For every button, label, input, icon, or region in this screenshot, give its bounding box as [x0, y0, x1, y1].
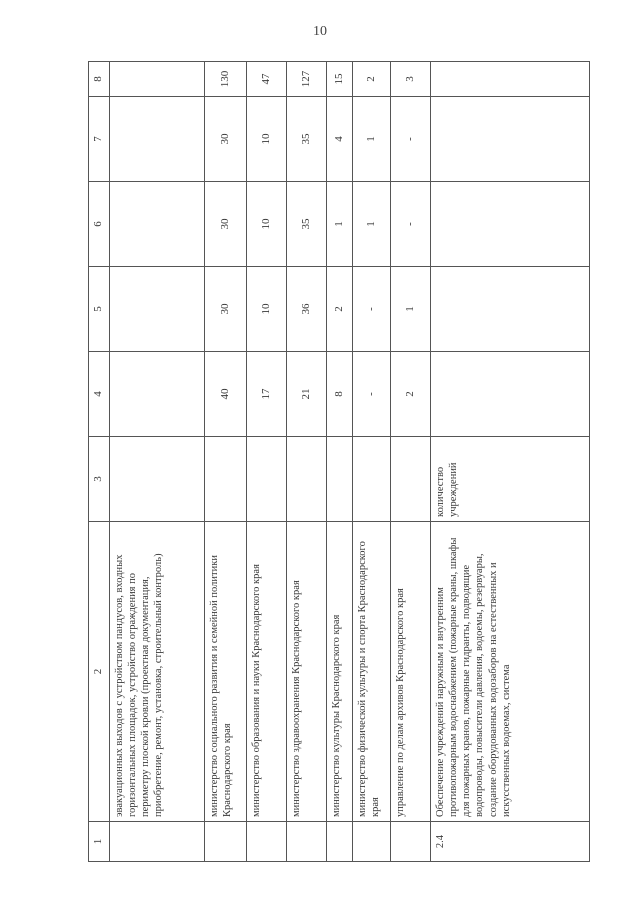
row-value-5: 1: [391, 267, 431, 352]
row-value-7: -: [391, 97, 431, 182]
row-description: эвакуационных выходов с устройством пандусов, входных горизонтальных площадок, устройство ограждения по периметру плоской кровли (проектная документация, приобретение, ремонт, установка, строительный контроль): [110, 522, 205, 822]
row-value-5: 36: [287, 267, 327, 352]
table-row: [247, 62, 287, 862]
table-row: [287, 62, 327, 862]
header-row: [89, 62, 110, 862]
table-row: [431, 62, 590, 862]
row-description: министерство культуры Краснодарского края: [327, 522, 353, 822]
row-value-6: 1: [353, 182, 391, 267]
row-value-8: 130: [205, 62, 247, 97]
row-value-6: 1: [327, 182, 353, 267]
row-value-8: 2: [353, 62, 391, 97]
header-col-3: 3: [89, 437, 110, 522]
row-number: [327, 822, 353, 862]
row-value-7: 30: [205, 97, 247, 182]
row-value-7: 1: [353, 97, 391, 182]
header-col-7: 7: [89, 97, 110, 182]
table-row: [327, 62, 353, 862]
table-row: [110, 62, 205, 862]
page-number: 10: [313, 24, 327, 39]
row-value-8: 127: [287, 62, 327, 97]
row-unit: [353, 437, 391, 522]
row-value-5: -: [353, 267, 391, 352]
row-unit: [205, 437, 247, 522]
row-value-6: [431, 182, 590, 267]
row-number: 2.4: [431, 822, 590, 862]
row-number: [205, 822, 247, 862]
row-unit: [391, 437, 431, 522]
program-table: [88, 61, 590, 862]
row-value-7: 10: [247, 97, 287, 182]
row-number: [110, 822, 205, 862]
row-value-6: [110, 182, 205, 267]
row-value-8: 47: [247, 62, 287, 97]
row-value-6: 30: [205, 182, 247, 267]
row-value-5: 30: [205, 267, 247, 352]
header-col-2: 2: [89, 522, 110, 822]
header-col-4: 4: [89, 352, 110, 437]
row-value-5: [110, 267, 205, 352]
header-col-6: 6: [89, 182, 110, 267]
row-value-4: -: [353, 352, 391, 437]
row-value-5: 2: [327, 267, 353, 352]
row-value-7: [431, 97, 590, 182]
row-value-7: [110, 97, 205, 182]
row-value-4: 8: [327, 352, 353, 437]
row-value-8: [431, 62, 590, 97]
row-value-7: 35: [287, 97, 327, 182]
row-unit: количество учреждений: [431, 437, 590, 522]
row-description: министерство здравоохранения Краснодарского края: [287, 522, 327, 822]
row-value-5: [431, 267, 590, 352]
table-row: [353, 62, 391, 862]
row-value-4: [110, 352, 205, 437]
header-col-5: 5: [89, 267, 110, 352]
row-description: министерство социального развития и семейной политики Краснодарского края: [205, 522, 247, 822]
row-value-4: 40: [205, 352, 247, 437]
row-description: управление по делам архивов Краснодарского края: [391, 522, 431, 822]
row-value-6: 35: [287, 182, 327, 267]
rotated-table-region: [88, 62, 590, 862]
row-unit: [287, 437, 327, 522]
row-value-8: [110, 62, 205, 97]
row-number: [353, 822, 391, 862]
header-col-8: 8: [89, 62, 110, 97]
header-col-1: 1: [89, 822, 110, 862]
row-number: [391, 822, 431, 862]
row-value-6: -: [391, 182, 431, 267]
row-value-4: 2: [391, 352, 431, 437]
row-number: [287, 822, 327, 862]
row-value-4: 17: [247, 352, 287, 437]
table-row: [391, 62, 431, 862]
row-description: министерство образования и науки Краснодарского края: [247, 522, 287, 822]
row-unit: [327, 437, 353, 522]
row-value-8: 3: [391, 62, 431, 97]
row-value-6: 10: [247, 182, 287, 267]
row-unit: [247, 437, 287, 522]
row-unit: [110, 437, 205, 522]
row-value-8: 15: [327, 62, 353, 97]
row-description: Обеспечение учреждений наружным и внутренним противопожарным водоснабжением (пожарные краны, шкафы для пожарных кранов, пожарные гидранты, подводящие водопроводы, повысители давления, водоемы, резервуары, создание оборудованных водозаборов на естественных и искусственных водоемах, система: [431, 522, 590, 822]
row-description: министерство физической культуры и спорта Краснодарского края: [353, 522, 391, 822]
row-value-4: [431, 352, 590, 437]
row-value-4: 21: [287, 352, 327, 437]
row-value-5: 10: [247, 267, 287, 352]
row-number: [247, 822, 287, 862]
row-value-7: 4: [327, 97, 353, 182]
table-row: [205, 62, 247, 862]
